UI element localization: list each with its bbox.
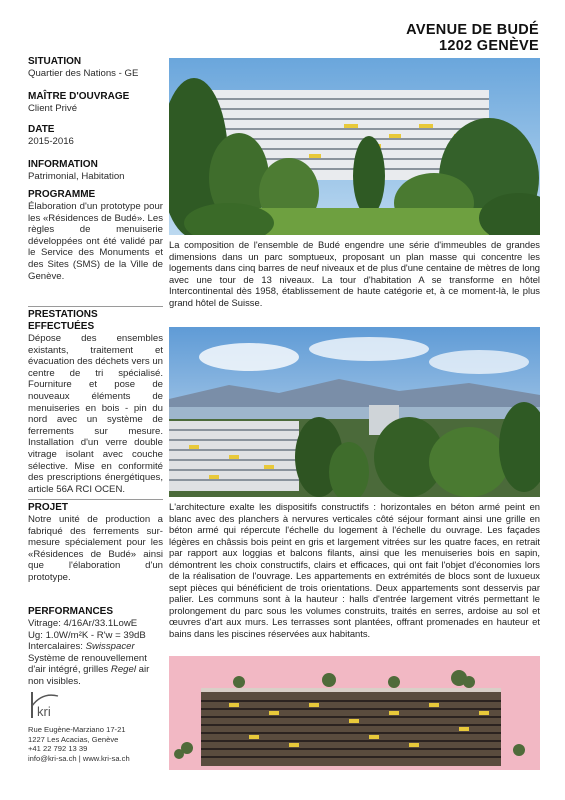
aerial-photo-image xyxy=(169,327,540,497)
title-city: 1202 GENÈVE xyxy=(438,38,539,54)
performances-heading: PERFORMANCES xyxy=(28,606,114,617)
aerial-photo xyxy=(169,327,540,497)
section-performances xyxy=(28,606,163,688)
contact-phone: +41 22 792 13 39 xyxy=(28,744,88,754)
section-prestations xyxy=(28,306,163,495)
performances-intercalaires: Intercalaires: Swisspacer xyxy=(28,641,135,653)
section-projet xyxy=(28,499,163,584)
intro-paragraph: La composition de l'ensemble de Budé engendre une série d'immeubles de grandes dimensions dans un parc somptueux, proposant un plan masse qui concentre les logements dans cinq barres de neuf niveaux et de plus d'une centaine de mètres de long avec une tour de 13 niveaux. La tour d'habitation A se transforme en hôtel Intercontinental dès 1958, établissement de haute catégorie et, à ce moment-là, le plus grand hôtel de Suisse. xyxy=(169,239,540,308)
situation-text: Quartier des Nations - GE xyxy=(28,68,139,79)
page-title xyxy=(406,22,539,54)
kri-logo xyxy=(28,690,64,720)
section-programme xyxy=(28,189,163,282)
maitre-heading: MAÎTRE D'OUVRAGE xyxy=(28,91,130,102)
performances-ug: Ug: 1.0W/m²K - R'w = 39dB xyxy=(28,629,146,641)
logo-text: kri xyxy=(37,704,51,719)
contact-city: 1227 Les Acacias, Genève xyxy=(28,734,119,744)
contact-web[interactable]: info@kri-sa.ch | www.kri-sa.ch xyxy=(28,753,130,763)
projet-heading: PROJET xyxy=(28,502,69,513)
information-heading: INFORMATION xyxy=(28,159,98,170)
section-situation xyxy=(28,56,163,80)
title-street: AVENUE DE BUDÉ xyxy=(406,22,539,38)
section-information xyxy=(28,159,163,183)
situation-heading: SITUATION xyxy=(28,56,82,67)
elevation-drawing xyxy=(169,656,540,770)
programme-text: Élaboration d'un prototype pour les «Résidences de Budé». Les règles de menuiserie développées ont été validé par le Service des Monuments et des Sites (SMS) de la Ville de Genève. xyxy=(28,201,163,282)
divider xyxy=(28,499,163,500)
prestations-text: Dépose des ensembles existants, traitement et évacuation des déchets vers un centre de tri spécialisé. Fourniture et pose de nouveaux éléments de menuiseries en bois - pin du nord avec un système de ferrements sur mesure. Installation d'un verre double vitrage isolant avec couche sélective. Mise en conformité des prescriptions énergétiques, article 56A RCI OCEN. xyxy=(28,333,163,495)
contact-block xyxy=(28,725,130,763)
kri-logo-icon xyxy=(28,690,64,720)
contact-address: Rue Eugène-Marziano 17-21 xyxy=(28,725,126,734)
section-maitre xyxy=(28,91,163,115)
projet-text: Notre unité de production a fabriqué des ferrements sur-mesure spécialement pour les «Résidences de Budé» ainsi que l'élaboration d'un prototype. xyxy=(28,514,163,583)
performances-vitrage: Vitrage: 4/16Ar/33.1LowE xyxy=(28,618,138,629)
date-heading: DATE xyxy=(28,124,55,135)
date-text: 2015-2016 xyxy=(28,136,74,147)
programme-heading: PROGRAMME xyxy=(28,189,96,200)
building-photo-image xyxy=(169,58,540,235)
building-photo xyxy=(169,58,540,235)
divider xyxy=(28,306,163,307)
elevation-drawing-image xyxy=(169,656,540,770)
maitre-text: Client Privé xyxy=(28,103,78,114)
architecture-paragraph: L'architecture exalte les dispositifs constructifs : horizontales en béton armé peint en blanc avec des planchers à nervures verticales côté séjour formant ainsi une grille en béton armé qui répercute l'échelle du logement à l'échelle du ouvrage. Les façades légères en châssis bois peint en gris et largement vitrées sur les quatre faces, en retrait par rapport aux loggias et balcons filants, ainsi que les menuiseries bois en sapin, démontrent les choix constructifs, clairs et efficaces, qui ont fait l'objet d'économies lors de la réalisation de l'ouvrage. Les appartements en extrémités de blocs sont de luxueux sept pièces qui bénéficient de trois orientations. Deux appartements sont desservis par palier. Les communs sont à la hauteur : halls d'entrée largement vitrés permettant le prolongement du parc sous les volumes construits, traités en serres, ardoise au sol et œuvres d'art aux murs. Les terrasses sont plantées, offrant promenades en hauteur et bains dans les piscines réservées aux habitants. xyxy=(169,501,540,640)
performances-systeme: Système de renouvellement d'air intégré, grilles Regel air non visibles. xyxy=(28,652,150,687)
information-text: Patrimonial, Habitation xyxy=(28,171,125,182)
section-date xyxy=(28,124,163,148)
prestations-heading: PRESTATIONS EFFECTUÉES xyxy=(28,309,98,332)
